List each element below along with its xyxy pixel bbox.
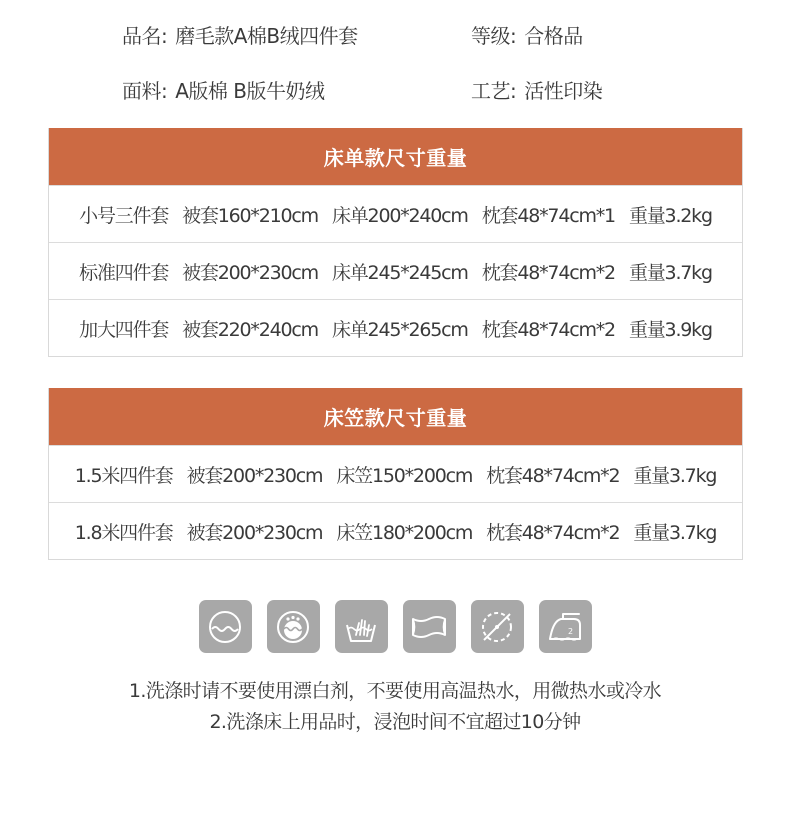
product-name-value: 磨毛款A棉B绒四件套 bbox=[175, 24, 358, 48]
product-grade-label: 等级: bbox=[471, 24, 517, 48]
care-notes bbox=[0, 676, 790, 738]
row-set-name: 加大四件套 bbox=[79, 318, 169, 341]
row-fitted-sheet-size: 床笠180*200cm bbox=[336, 521, 473, 544]
product-craft bbox=[471, 75, 602, 104]
care-icons bbox=[0, 600, 790, 653]
row-weight: 重量3.2kg bbox=[628, 204, 712, 227]
product-craft-value: 活性印染 bbox=[524, 79, 603, 103]
table-row bbox=[49, 502, 742, 559]
row-fitted-sheet-size: 床笠150*200cm bbox=[336, 464, 473, 487]
row-duvet-size: 被套220*240cm bbox=[182, 318, 318, 341]
tumble-dry-icon bbox=[471, 600, 524, 653]
product-name-label: 品名: bbox=[122, 24, 168, 48]
row-pillowcase-size: 枕套48*74cm*2 bbox=[486, 464, 620, 487]
row-weight: 重量3.7kg bbox=[633, 521, 717, 544]
row-duvet-size: 被套200*230cm bbox=[182, 261, 318, 284]
row-set-name: 1.8米四件套 bbox=[74, 521, 173, 544]
no-wring-icon bbox=[403, 600, 456, 653]
row-weight: 重量3.9kg bbox=[628, 318, 712, 341]
row-duvet-size: 被套200*230cm bbox=[186, 521, 323, 544]
hand-wash-icon bbox=[335, 600, 388, 653]
product-name bbox=[122, 20, 358, 49]
care-note-2: 2.洗涤床上用品时，浸泡时间不宜超过10分钟 bbox=[209, 711, 581, 733]
row-pillowcase-size: 枕套48*74cm*2 bbox=[481, 261, 615, 284]
iron-level-text: 2 bbox=[568, 626, 574, 636]
iron-medium-icon bbox=[539, 600, 592, 653]
care-note-1: 1.洗涤时请不要使用漂白剂，不要使用高温热水，用微热水或冷水 bbox=[128, 680, 662, 702]
row-duvet-size: 被套160*210cm bbox=[182, 204, 318, 227]
table-row bbox=[49, 242, 742, 299]
product-craft-label: 工艺: bbox=[471, 79, 517, 103]
row-pillowcase-size: 枕套48*74cm*1 bbox=[481, 204, 615, 227]
fitted-sheet-size-table bbox=[48, 388, 743, 560]
row-sheet-size: 床单245*265cm bbox=[331, 318, 468, 341]
row-pillowcase-size: 枕套48*74cm*2 bbox=[481, 318, 615, 341]
flat-sheet-table-title: 床单款尺寸重量 bbox=[49, 128, 742, 185]
row-duvet-size: 被套200*230cm bbox=[186, 464, 323, 487]
product-fabric-value: A版棉 B版牛奶绒 bbox=[175, 79, 325, 103]
row-set-name: 小号三件套 bbox=[79, 204, 169, 227]
product-grade bbox=[471, 20, 583, 49]
row-set-name: 标准四件套 bbox=[79, 261, 169, 284]
row-sheet-size: 床单245*245cm bbox=[331, 261, 468, 284]
product-grade-value: 合格品 bbox=[524, 24, 583, 48]
product-fabric bbox=[122, 75, 325, 104]
table-row bbox=[49, 299, 742, 356]
row-weight: 重量3.7kg bbox=[633, 464, 717, 487]
row-weight: 重量3.7kg bbox=[628, 261, 712, 284]
row-set-name: 1.5米四件套 bbox=[74, 464, 173, 487]
product-fabric-label: 面料: bbox=[122, 79, 168, 103]
fitted-sheet-table-title: 床笠款尺寸重量 bbox=[49, 388, 742, 445]
flat-sheet-size-table bbox=[48, 128, 743, 357]
machine-wash-icon bbox=[199, 600, 252, 653]
table-row bbox=[49, 185, 742, 242]
wash-temperature-icon bbox=[267, 600, 320, 653]
product-info bbox=[0, 0, 790, 120]
row-sheet-size: 床单200*240cm bbox=[331, 204, 468, 227]
table-row bbox=[49, 445, 742, 502]
row-pillowcase-size: 枕套48*74cm*2 bbox=[486, 521, 620, 544]
